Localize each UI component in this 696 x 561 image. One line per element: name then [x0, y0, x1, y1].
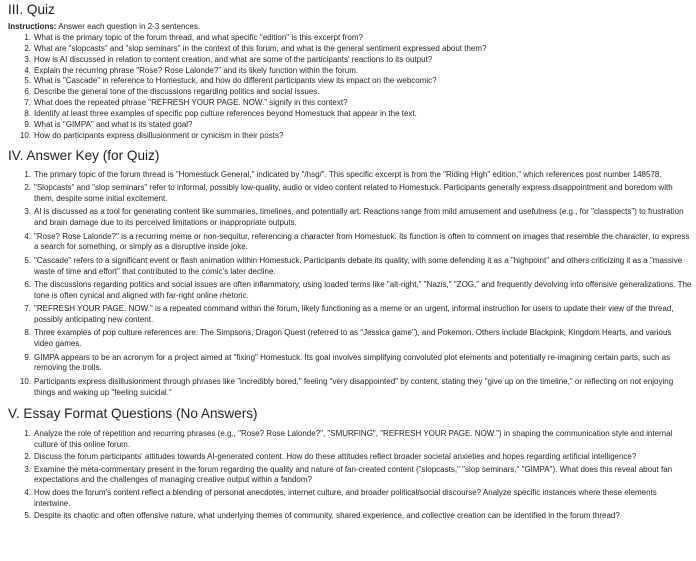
list-item-text: How is AI discussed in relation to content creation, and what are some of the participants' reactions to its output? — [34, 54, 433, 64]
list-item-text: Analyze the role of repetition and recurring phrases (e.g., "Rose? Rose Lalonde?", "SMURFING", "REFRESH YOUR PAGE. NOW.") in shaping the communication style and internal culture of this online forum. — [34, 428, 673, 449]
list-item-number: 9. — [24, 120, 31, 130]
list-item-text: What does the repeated phrase "REFRESH YOUR PAGE. NOW." signify in this context? — [34, 98, 348, 108]
list-item-number: 6. — [24, 87, 31, 97]
list-item-number: 3. — [24, 207, 31, 217]
list-item-number: 10. — [19, 376, 31, 386]
answer-key-heading: IV. Answer Key (for Quiz) — [8, 147, 160, 163]
list-item-number: 1. — [24, 169, 31, 179]
quiz-question — [8, 109, 692, 120]
quiz-question — [8, 55, 692, 66]
quiz-question — [8, 33, 692, 44]
list-item-text: The discussions regarding politics and social issues are often inflammatory, using loaded terms like "alt-right," "Nazis," "ZOG," and frequently devolving into offensive generalizations. The tone is often cynical and aligned with far-right online rhetoric. — [34, 279, 692, 300]
quiz-heading: III. Quiz — [8, 2, 55, 17]
list-item-number: 6. — [24, 279, 31, 289]
list-item-text: "REFRESH YOUR PAGE. NOW." is a repeated command within the forum, likely functioning as a meme or an urgent, informal instruction for users to update their view of the thread, possibly anticipating new content. — [34, 304, 674, 325]
answer-key-item — [8, 377, 692, 399]
quiz-question — [8, 44, 692, 55]
list-item-text: Explain the recurring phrase "Rose? Rose Lalonde?" and its likely function within the forum. — [34, 65, 359, 75]
quiz-question — [8, 120, 692, 131]
list-item-text: Discuss the forum participants' attitudes towards AI-generated content. How do these attitudes reflect broader societal anxieties and hopes regarding artificial intelligence? — [34, 452, 637, 461]
answer-key-item — [8, 353, 692, 375]
list-item-number: 5. — [24, 76, 31, 86]
essay-question — [8, 511, 692, 522]
list-item-number: 2. — [24, 43, 31, 53]
list-item-number: 4. — [24, 65, 31, 75]
list-item-number: 7. — [24, 304, 31, 314]
answer-key-item — [8, 232, 692, 254]
list-item-text: How do participants express disillusionment or cynicism in their posts? — [34, 130, 284, 140]
list-item-text: "Slopcasts" and "slop seminars" refer to informal, possibly low-quality, audio or video content related to Homestuck. Participants generally express disappointment and boredom with them, despite some initial excitement. — [34, 183, 673, 204]
list-item-text: "Cascade" refers to a significant event or flash animation within Homestuck. Participants debate its quality, with some defending it as a "highpoint" and others criticizing it as a "massive waste of time and effort" that contributed to the comic's later decline. — [34, 255, 683, 276]
essay-question — [8, 465, 692, 487]
answer-key-item — [8, 328, 692, 350]
essay-question-list — [8, 429, 692, 523]
list-item-text: What is "GIMPA" and what is its stated goal? — [34, 120, 193, 130]
list-item-text: Examine the meta-commentary present in the forum regarding the quality and nature of fan-created content ("slopcasts," "slop seminars," "GIMPA"). What does this reveal about fan expectations and the challenges of managing creative output within a fandom? — [34, 464, 673, 485]
quiz-question — [8, 131, 692, 142]
list-item-number: 2. — [24, 183, 31, 193]
answer-key-item — [8, 183, 692, 205]
quiz-question — [8, 87, 692, 98]
list-item-text: GIMPA appears to be an acronym for a project aimed at "fixing" Homestuck. Its goal involves simplifying convoluted plot elements and potentially re-imagining certain parts, such as removing the trolls. — [34, 352, 671, 373]
list-item-text: Participants express disillusionment through phrases like "incredibly bored," feeling "very disappointed" by content, stating they "give up on the timeline," or reflecting on not enjoying things and waking up "feeling suicidal." — [34, 376, 674, 397]
list-item-number: 4. — [24, 487, 31, 497]
list-item-text: What is the primary topic of the forum thread, and what specific "edition" is this excerpt from? — [34, 32, 363, 42]
list-item-number: 5. — [24, 511, 31, 521]
list-item-text: "Rose? Rose Lalonde?" is a recurring meme or non-sequitur, referencing a character from Homestuck. Its function is often to comment on images that resemble the character, to express a search for something, or simply as a disruptive inside joke. — [34, 231, 690, 252]
list-item-number: 8. — [24, 109, 31, 119]
list-item-text: Despite its chaotic and often offensive nature, what underlying themes of community, shared experience, and collective creation can be identified in the forum thread? — [34, 511, 620, 521]
essay-question — [8, 429, 692, 451]
answer-key-list — [8, 170, 692, 399]
list-item-text: Three examples of pop culture references are: The Simpsons, Dragon Quest (referred to as "Jessica game"), and Pokemon. Others include Blackpink, Kingdom Hearts, and various video games. — [34, 328, 672, 349]
quiz-question-list — [8, 33, 692, 142]
list-item-text: The primary topic of the forum thread is "Homestuck General," indicated by "/hsg/". This specific excerpt is from the "Riding High" edition," which references post number 148578. — [34, 169, 662, 179]
quiz-question — [8, 98, 692, 109]
answer-key-item — [8, 280, 692, 302]
list-item-number: 1. — [24, 428, 31, 438]
list-item-number: 2. — [24, 452, 31, 461]
answer-key-item — [8, 256, 692, 278]
answer-key-item — [8, 207, 692, 229]
list-item-number: 3. — [24, 464, 31, 474]
answer-key-item — [8, 170, 692, 181]
list-item-number: 5. — [24, 255, 31, 265]
list-item-text: How does the forum's content reflect a blending of personal anecdotes, internet culture, and broader political/social discourse? Analyze specific instances where these elements intertwine. — [34, 487, 657, 508]
list-item-number: 8. — [24, 328, 31, 338]
list-item-number: 9. — [24, 352, 31, 362]
list-item-number: 3. — [24, 54, 31, 64]
quiz-question — [8, 76, 692, 87]
essay-question — [8, 452, 692, 463]
essay-question — [8, 488, 692, 510]
list-item-text: What are "slopcasts" and "slop seminars" in the context of this forum, and what is the general sentiment expressed about them? — [34, 43, 487, 53]
list-item-text: Identify at least three examples of specific pop culture references beyond Homestuck that appear in the text. — [34, 109, 417, 119]
list-item-text: Describe the general tone of the discussions regarding politics and social issues. — [34, 87, 320, 97]
list-item-number: 4. — [24, 231, 31, 241]
list-item-number: 10. — [19, 130, 31, 140]
list-item-text: What is "Cascade" in reference to Homestuck, and how do different participants view its impact on the webcomic? — [34, 76, 437, 86]
instructions-label: Instructions: — [8, 22, 57, 31]
list-item-number: 1. — [24, 32, 31, 42]
list-item-text: AI is discussed as a tool for generating content like summaries, timelines, and potentially art. Reactions range from mild amusement and usefulness (e.g., for "classpects") to frustration and brain damage due to its perceived limitations or inappropriate outputs. — [34, 207, 684, 228]
essay-heading: V. Essay Format Questions (No Answers) — [8, 405, 258, 421]
list-item-number: 7. — [24, 98, 31, 108]
quiz-question — [8, 66, 692, 77]
quiz-instructions — [8, 22, 692, 33]
instructions-text: Answer each question in 2-3 sentences. — [56, 22, 201, 31]
answer-key-item — [8, 304, 692, 326]
